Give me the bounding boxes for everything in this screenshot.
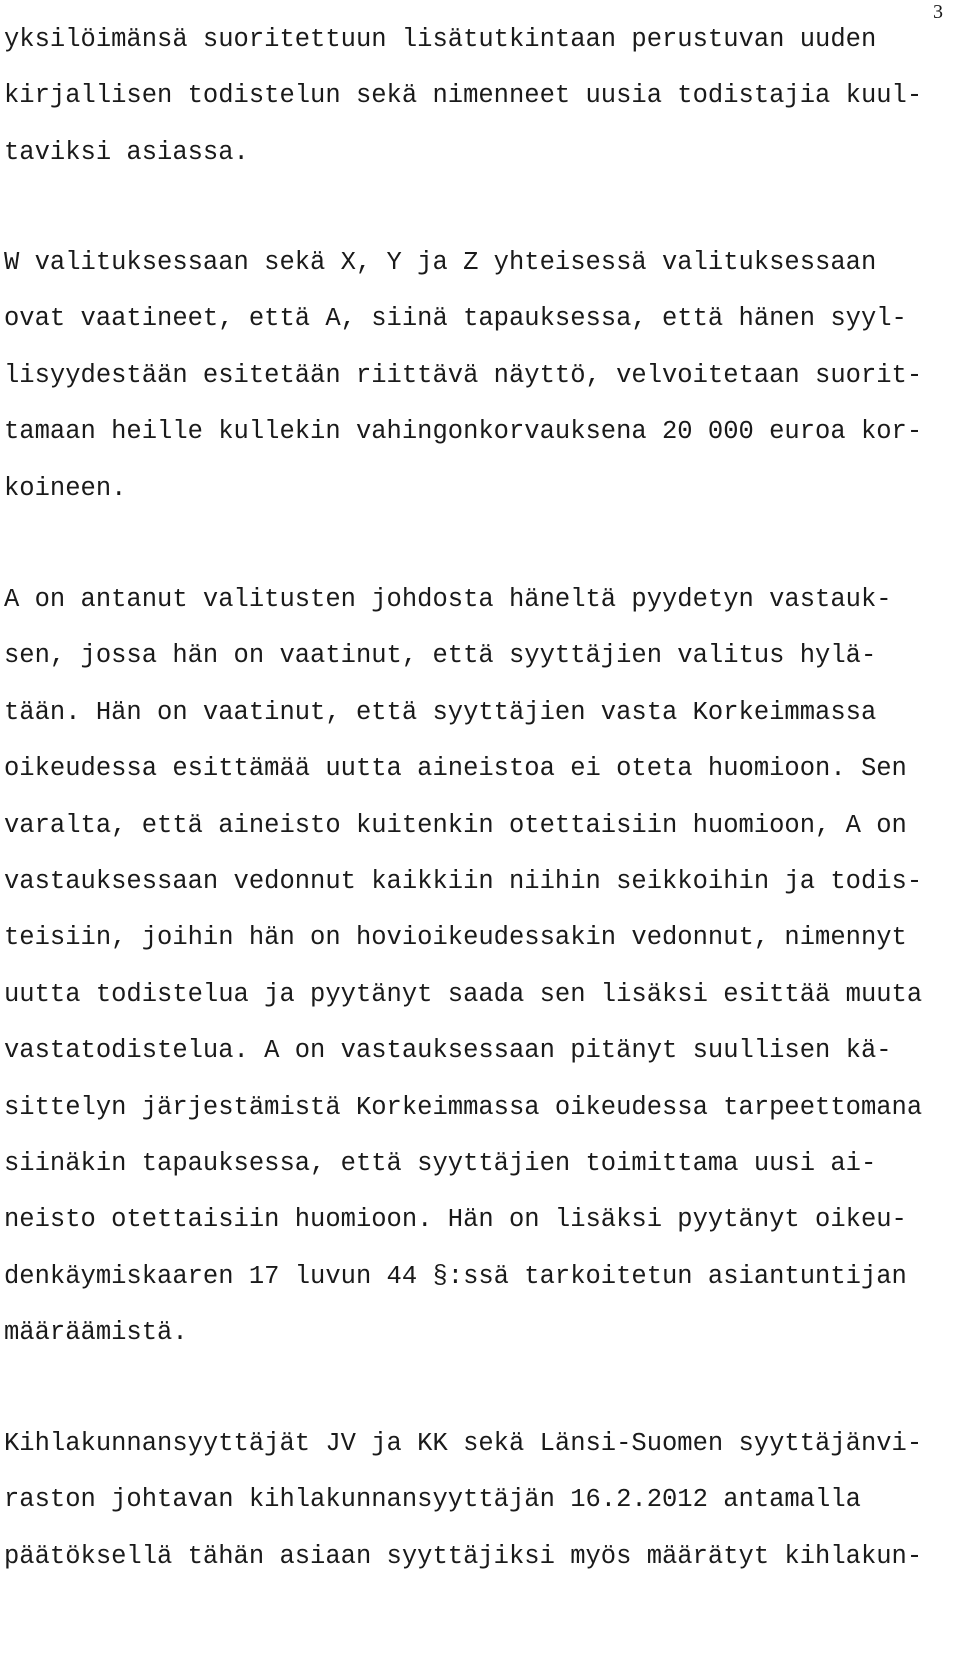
text-line: teisiin, joihin hän on hovioikeudessakin vedonnut, nimennyt [4,923,907,953]
text-line: sittelyn järjestämistä Korkeimmassa oikeudessa tarpeettomana [4,1092,923,1122]
text-line: päätöksellä tähän asiaan syyttäjiksi myös määrätyt kihlakun- [4,1541,923,1571]
text-line: A on antanut valitusten johdosta häneltä pyydetyn vastauk- [4,585,892,614]
paragraph-1 [4,12,922,181]
text-line: Kihlakunnansyyttäjät JV ja KK sekä Länsi-Suomen syyttäjänvi- [4,1429,923,1458]
text-line: neisto otettaisiin huomioon. Hän on lisäksi pyytänyt oikeu- [4,1205,907,1235]
text-line: yksilöimänsä suoritettuun lisätutkintaan perustuvan uuden [4,25,877,54]
page-number: 3 [933,1,943,23]
text-line: tamaan heille kullekin vahingonkorvauksena 20 000 euroa kor- [4,417,923,447]
text-line: denkäymiskaaren 17 luvun 44 §:ssä tarkoitetun asiantuntijan [4,1261,907,1291]
text-line: siinäkin tapauksessa, että syyttäjien toimittama uusi ai- [4,1149,877,1179]
text-line: vastauksessaan vedonnut kaikkiin niihin seikkoihin ja todis- [4,867,923,897]
text-line: vastatodistelua. A on vastauksessaan pitänyt suullisen kä- [4,1036,892,1066]
text-line: taviksi asiassa. [4,137,249,167]
text-line: ovat vaatineet, että A, siinä tapauksessa, että hänen syyl- [4,304,907,334]
text-line: tään. Hän on vaatinut, että syyttäjien vasta Korkeimmassa [4,697,877,727]
text-line: oikeudessa esittämää uutta aineistoa ei oteta huomioon. Sen [4,754,907,784]
text-line: uutta todistelua ja pyytänyt saada sen lisäksi esittää muuta [4,979,923,1009]
text-line: varalta, että aineisto kuitenkin otettaisiin huomioon, A on [4,810,907,840]
text-line: raston johtavan kihlakunnansyyttäjän 16.2.2012 antamalla [4,1485,861,1515]
paragraph-3 [4,572,922,1362]
text-line: koineen. [4,473,127,503]
paragraph-2 [4,235,922,517]
text-line: lisyydestään esitetään riittävä näyttö, velvoitetaan suorit- [4,360,923,390]
paragraph-4 [4,1416,922,1585]
text-line: W valituksessaan sekä X, Y ja Z yhteisessä valituksessaan [4,248,877,277]
text-line: kirjallisen todistelun sekä nimenneet uusia todistajia kuul- [4,81,923,111]
text-line: määräämistä. [4,1318,188,1348]
text-line: sen, jossa hän on vaatinut, että syyttäjien valitus hylä- [4,641,877,671]
